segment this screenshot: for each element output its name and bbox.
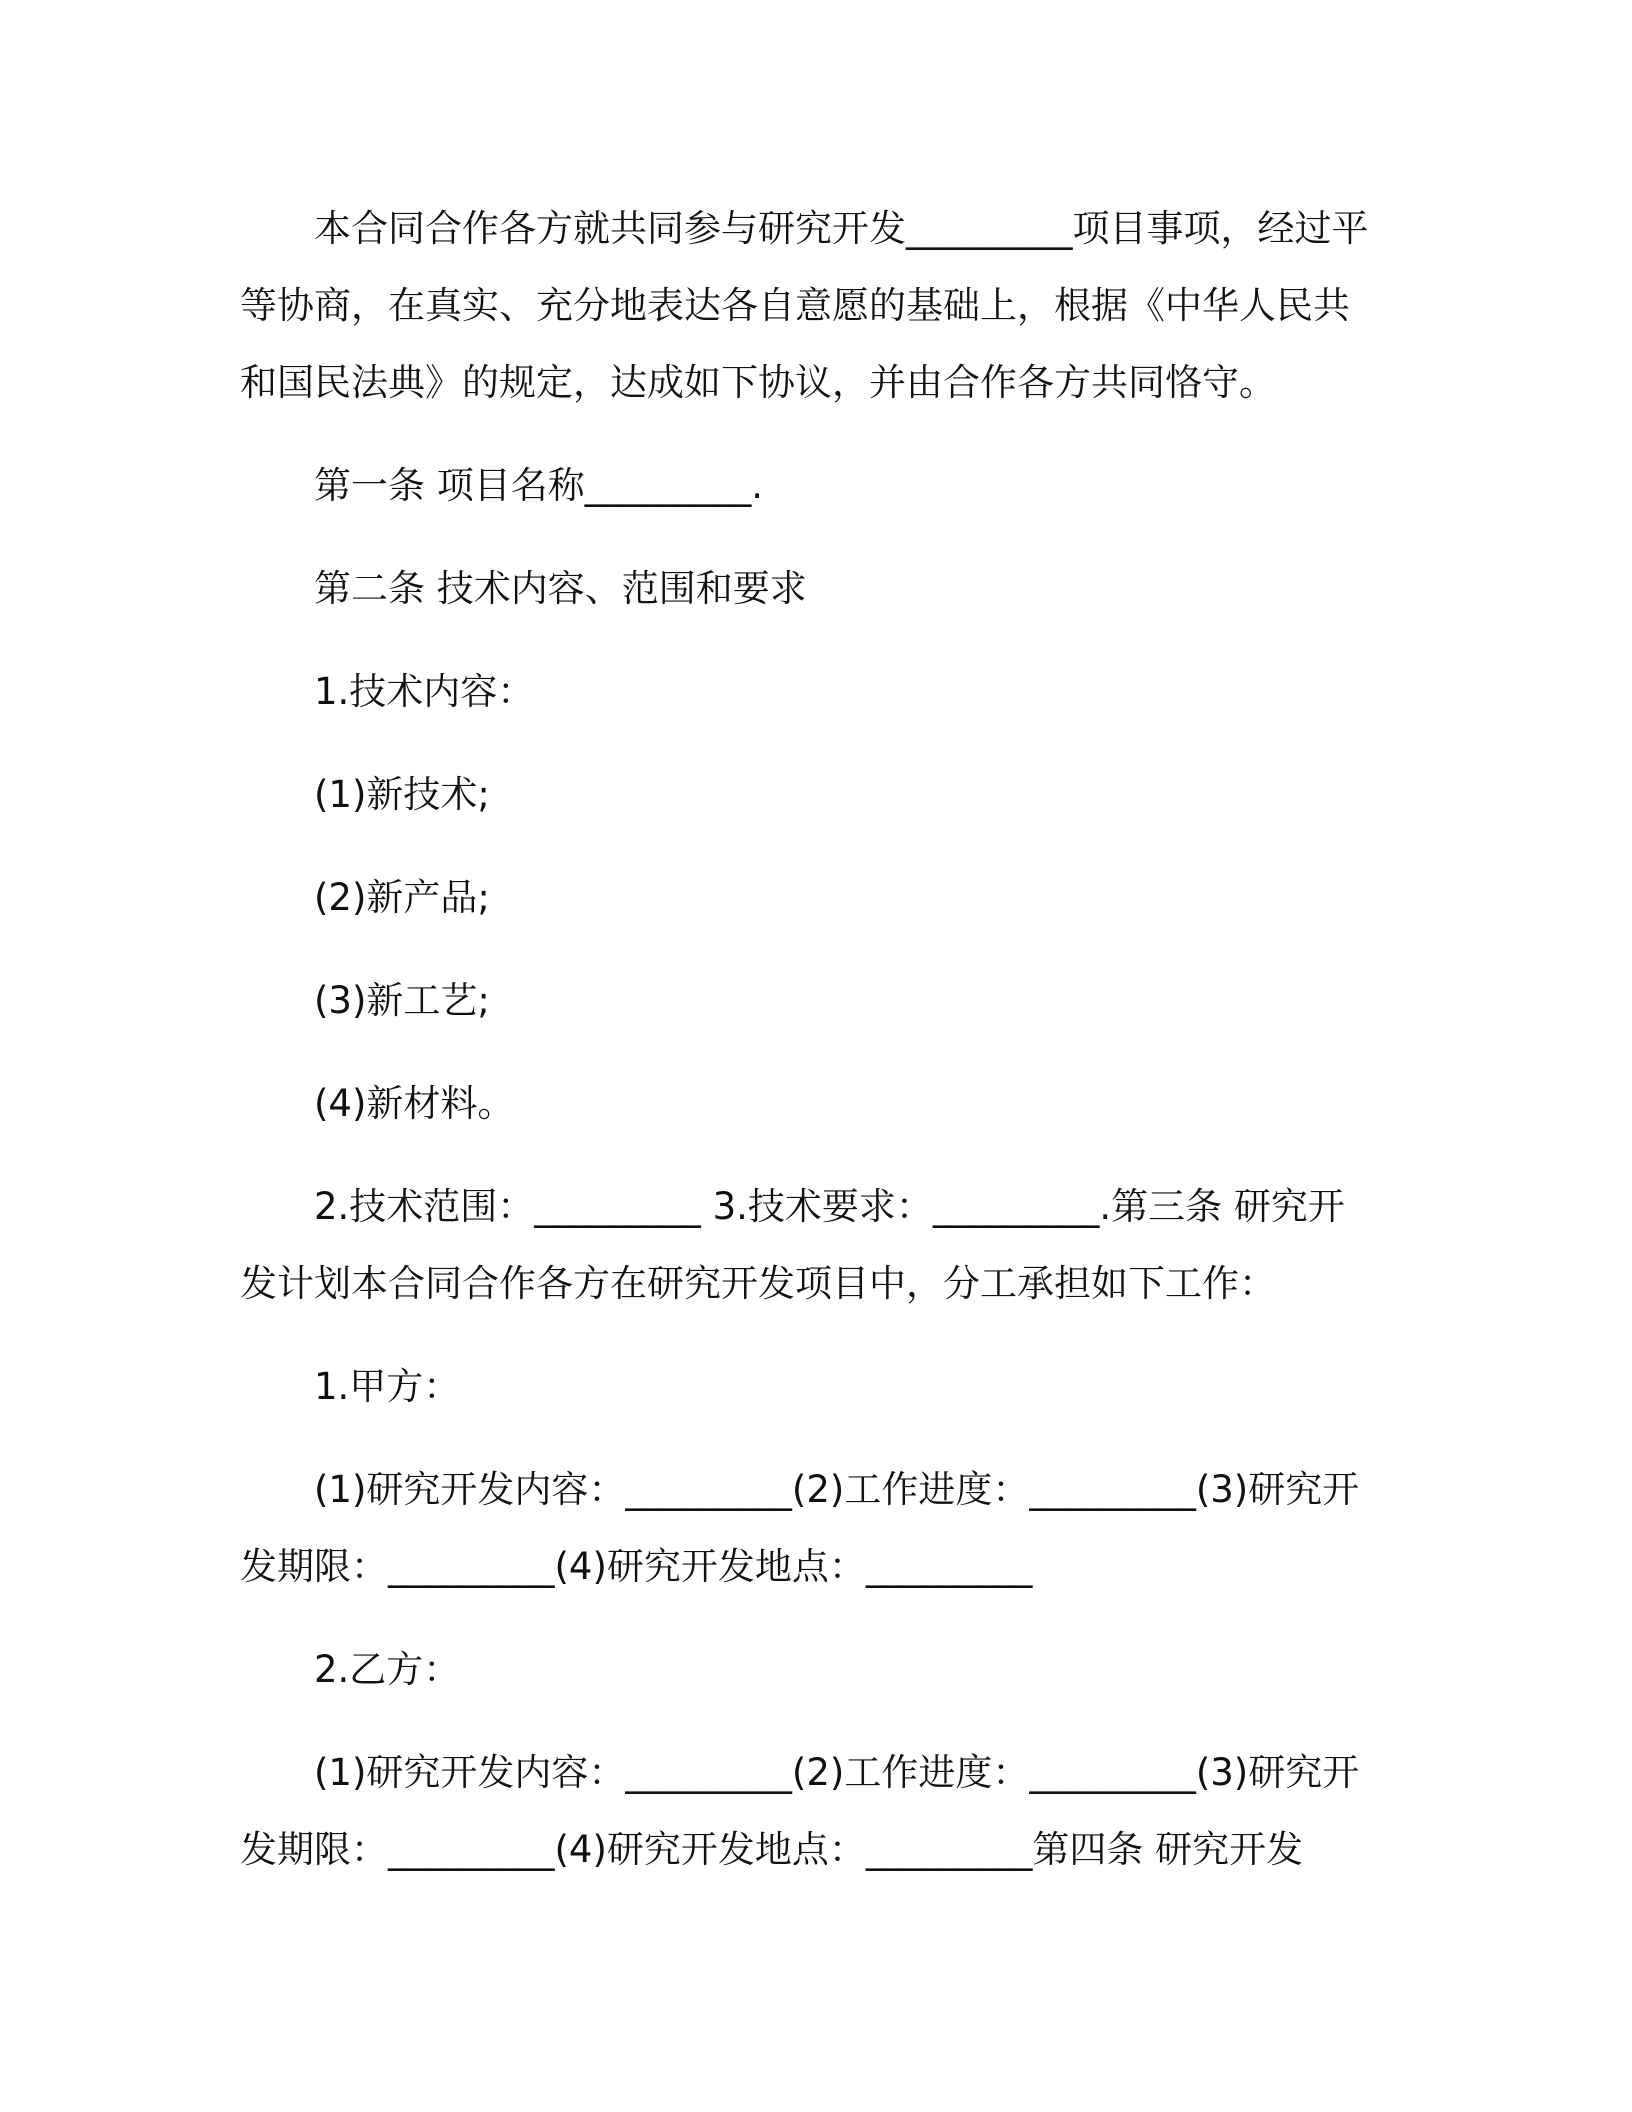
party-a-heading: 1.甲方： bbox=[314, 1365, 461, 1408]
tech-content-heading: 1.技术内容： bbox=[314, 670, 535, 713]
party-b-heading: 2.乙方： bbox=[314, 1648, 461, 1691]
list-item-new-process: (3)新工艺; bbox=[314, 979, 490, 1022]
party-a-work-details: (1)研究开发内容：_________(2)工作进度：_________(3)研究开发期限：_________(4)研究开发地点：_________ bbox=[240, 1468, 1360, 1588]
preamble-paragraph: 本合同合作各方就共同参与研究开发_________项目事项，经过平等协商，在真实、充分地表达各自意愿的基础上，根据《中华人民共和国民法典》的规定，达成如下协议，并由合作各方共同恪守。 bbox=[240, 207, 1369, 404]
article-1-project-name: 第一条 项目名称_________. bbox=[314, 464, 764, 507]
document-body bbox=[240, 190, 1380, 1914]
list-item-new-material: (4)新材料。 bbox=[314, 1082, 515, 1125]
tech-scope-requirements-article-3: 2.技术范围：_________ 3.技术要求：_________.第三条 研究开发计划本合同合作各方在研究开发项目中，分工承担如下工作： bbox=[240, 1185, 1345, 1305]
party-b-work-details: (1)研究开发内容：_________(2)工作进度：_________(3)研究开发期限：_________(4)研究开发地点：_________第四条 研究开发 bbox=[240, 1751, 1360, 1871]
list-item-new-technology: (1)新技术; bbox=[314, 773, 490, 816]
list-item-new-product: (2)新产品; bbox=[314, 876, 490, 919]
article-2-heading: 第二条 技术内容、范围和要求 bbox=[314, 567, 807, 610]
